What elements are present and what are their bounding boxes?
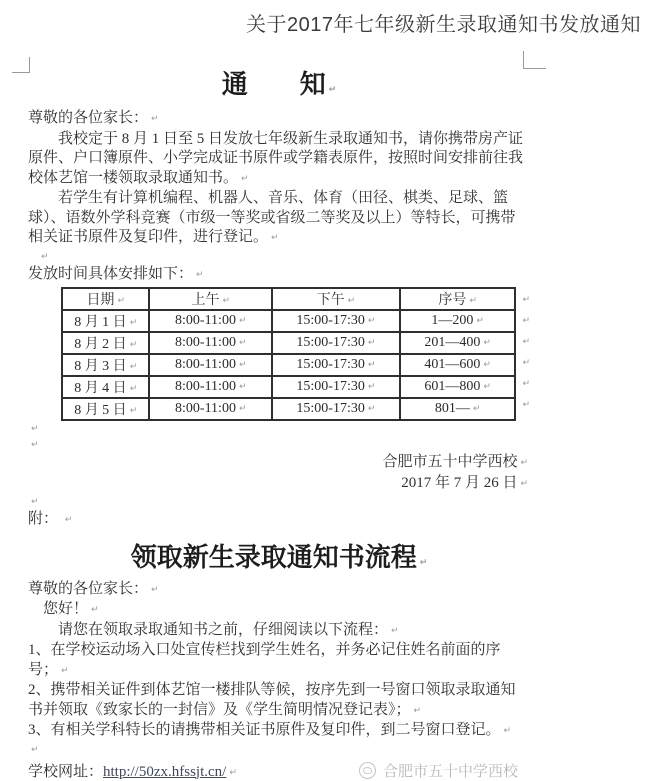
notice-title: 通 知 ↵: [221, 70, 337, 99]
pilcrow-mark: ↵: [241, 173, 249, 184]
notice-salutation: 尊敬的各位家长： ↵: [28, 110, 159, 126]
pilcrow-mark: ↵: [522, 337, 530, 347]
pilcrow-mark: ↵: [31, 424, 39, 434]
schedule-table-wrap: [61, 287, 530, 421]
cell-morning: 8:00-11:00 ↵: [149, 354, 272, 376]
cell-afternoon: 15:00-17:30 ↵: [272, 354, 400, 376]
pilcrow-mark: ↵: [238, 338, 247, 348]
notice-paragraph-2: 若学生有计算机编程、机器人、音乐、体育（田径、棋类、足球、篮球）、语数外学科竞赛（市级一等奖或省级二等奖及以上）等特长，可携带相关证书原件及复印件，进行登记。 ↵: [28, 190, 516, 245]
attachment-title: 领取新生录取通知书流程 ↵: [130, 542, 428, 572]
attachment-salutation: 尊敬的各位家长： ↵: [28, 580, 159, 597]
table-row: [62, 332, 515, 354]
pilcrow-mark: ↵: [522, 400, 530, 410]
pilcrow-mark: ↵: [367, 382, 376, 392]
school-badge-icon: [359, 762, 376, 779]
pilcrow-mark: ↵: [469, 296, 477, 306]
table-header-row: [62, 288, 515, 310]
pilcrow-mark: ↵: [238, 360, 247, 370]
table-row: [62, 310, 515, 332]
schedule-table: [61, 287, 516, 421]
cell-serial: 601—800 ↵: [400, 376, 516, 398]
website-link[interactable]: http://50zx.hfssjt.cn/: [103, 763, 227, 780]
website-line: [28, 760, 237, 781]
attachment-label: 附： ↵: [28, 511, 73, 527]
pilcrow-mark: ↵: [520, 458, 528, 468]
cell-date: 8 月 1 日 ↵: [62, 310, 149, 332]
footer-row: [28, 760, 530, 781]
notice-body: [28, 56, 530, 781]
cell-serial: 401—600 ↵: [400, 354, 516, 376]
empty-line: [28, 437, 530, 453]
pilcrow-mark: ↵: [31, 744, 39, 755]
page-title: 关于2017年七年级新生录取通知书发放通知: [246, 14, 641, 36]
pilcrow-mark: ↵: [522, 316, 530, 326]
header-cell-morning: 上午 ↵: [149, 288, 272, 310]
pilcrow-mark: ↵: [61, 665, 69, 676]
empty-line: [28, 494, 530, 510]
empty-line: [28, 742, 530, 758]
pilcrow-mark: ↵: [196, 269, 204, 280]
pilcrow-mark: ↵: [367, 404, 376, 414]
watermark-text: 合肥市五十中学西校: [382, 762, 518, 780]
signature-date: 2017 年 7 月 26 日 ↵: [401, 474, 528, 491]
cell-afternoon: 15:00-17:30 ↵: [272, 332, 400, 354]
pilcrow-mark: ↵: [229, 767, 237, 778]
pilcrow-mark: ↵: [151, 114, 159, 124]
pilcrow-mark: ↵: [129, 318, 138, 328]
cell-afternoon: 15:00-17:30 ↵: [272, 310, 400, 332]
pilcrow-mark: ↵: [472, 404, 481, 414]
cell-serial: 801— ↵: [400, 398, 516, 420]
pilcrow-mark: ↵: [483, 338, 491, 348]
pilcrow-mark: ↵: [129, 362, 138, 372]
school-watermark: [359, 760, 518, 781]
pilcrow-mark: ↵: [391, 625, 399, 636]
cell-serial: 201—400 ↵: [400, 332, 516, 354]
pilcrow-mark: ↵: [91, 605, 99, 615]
pilcrow-mark: ↵: [367, 316, 376, 326]
pilcrow-mark: ↵: [522, 358, 530, 368]
pilcrow-mark: ↵: [41, 251, 49, 262]
pilcrow-mark: ↵: [238, 382, 247, 392]
cell-morning: 8:00-11:00 ↵: [149, 398, 272, 420]
pilcrow-mark: ↵: [367, 360, 376, 370]
flow-step-3: 3、有相关学科特长的请携带相关证书原件及复印件，到二号窗口登记。 ↵: [28, 722, 512, 738]
pilcrow-mark: ↵: [117, 296, 125, 306]
schedule-intro: 发放时间具体安排如下： ↵: [28, 265, 204, 282]
cell-morning: 8:00-11:00 ↵: [149, 376, 272, 398]
attachment-greeting: 您好！ ↵: [43, 601, 99, 617]
pilcrow-mark: ↵: [520, 478, 528, 489]
pilcrow-mark: ↵: [483, 360, 491, 370]
cell-serial: 1—200 ↵: [400, 310, 516, 332]
pilcrow-mark: ↵: [31, 497, 39, 507]
pilcrow-mark: ↵: [31, 440, 39, 450]
pilcrow-mark: ↵: [483, 382, 491, 392]
pilcrow-mark: ↵: [367, 338, 376, 348]
flow-step-2: 2、携带相关证件到体艺馆一楼排队等候，按序先到一号窗口领取录取通知书并领取《致家长的一封信》及《学生简明情况登记表》； ↵: [28, 682, 516, 718]
notice-paragraph-1: 我校定于 8 月 1 日至 5 日发放七年级新生录取通知书，请你携带房产证原件、户口簿原件、小学完成证书原件或学籍表原件，按照时间安排前往我校体艺馆一楼领取录取通知书。 ↵: [28, 130, 524, 186]
signature-school: 合肥市五十中学西校 ↵: [382, 454, 528, 470]
flow-step-1: 1、在学校运动场入口处宣传栏找到学生姓名，并务必记住姓名前面的序号； ↵: [28, 642, 501, 678]
header-cell-serial: 序号 ↵: [400, 288, 516, 310]
pilcrow-mark: ↵: [419, 557, 428, 568]
empty-line: [28, 421, 530, 437]
table-row: [62, 398, 515, 420]
pilcrow-mark: ↵: [64, 515, 73, 525]
pilcrow-mark: ↵: [476, 316, 484, 326]
cell-morning: 8:00-11:00 ↵: [149, 310, 272, 332]
pilcrow-mark: ↵: [238, 404, 247, 414]
pilcrow-mark: ↵: [238, 316, 247, 326]
attachment-intro: 请您在领取录取通知书之前，仔细阅读以下流程： ↵: [58, 621, 399, 638]
pilcrow-mark: ↵: [222, 296, 231, 306]
header-cell-date: 日期 ↵: [62, 288, 149, 310]
website-label: 学校网址：: [28, 763, 104, 780]
empty-line: [28, 249, 530, 265]
table-row: [62, 376, 515, 398]
pilcrow-mark: ↵: [129, 406, 138, 416]
cell-date: 8 月 3 日 ↵: [62, 354, 149, 376]
row-end-marks: [522, 287, 530, 416]
cell-date: 8 月 5 日 ↵: [62, 398, 149, 420]
signature-block: [28, 453, 530, 494]
cell-morning: 8:00-11:00 ↵: [149, 332, 272, 354]
pilcrow-mark: ↵: [347, 296, 356, 306]
cell-afternoon: 15:00-17:30 ↵: [272, 398, 400, 420]
pilcrow-mark: ↵: [522, 295, 530, 305]
pilcrow-mark: ↵: [129, 340, 138, 350]
cell-date: 8 月 2 日 ↵: [62, 332, 149, 354]
pilcrow-mark: ↵: [151, 584, 159, 595]
pilcrow-mark: ↵: [503, 726, 512, 736]
header-cell-afternoon: 下午 ↵: [272, 288, 400, 310]
pilcrow-mark: ↵: [129, 384, 138, 394]
cell-afternoon: 15:00-17:30 ↵: [272, 376, 400, 398]
table-row: [62, 354, 515, 376]
cell-date: 8 月 4 日 ↵: [62, 376, 149, 398]
pilcrow-mark: ↵: [522, 379, 530, 389]
pilcrow-mark: ↵: [271, 233, 279, 243]
pilcrow-mark: ↵: [413, 705, 422, 716]
pilcrow-mark: ↵: [328, 85, 337, 95]
